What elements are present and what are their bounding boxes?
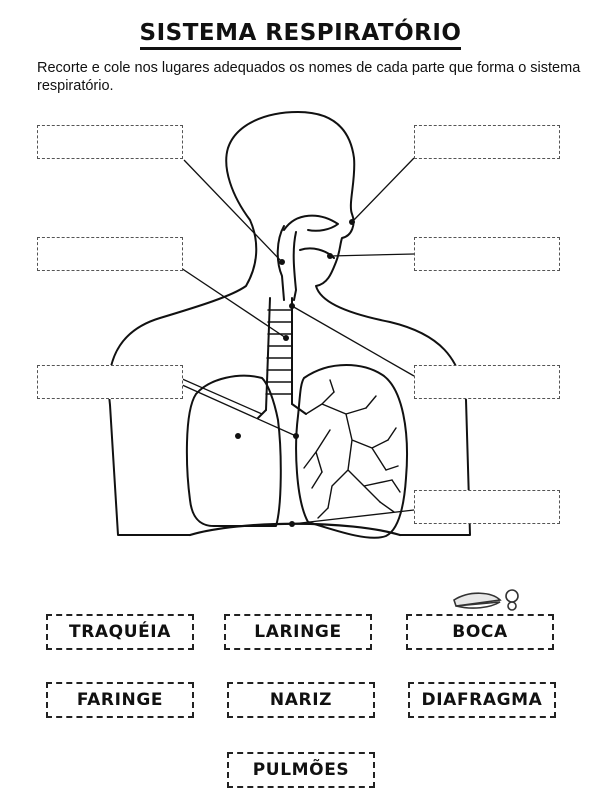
label-slot[interactable] xyxy=(414,365,560,399)
nose-cavity xyxy=(284,216,338,231)
label-slot[interactable] xyxy=(37,365,183,399)
label-slot[interactable] xyxy=(414,237,560,271)
label-slot[interactable] xyxy=(414,125,560,159)
cutout-boca[interactable]: BOCA xyxy=(406,614,554,650)
cutout-traqueia[interactable]: TRAQUÉIA xyxy=(46,614,194,650)
cutout-pulmoes[interactable]: PULMÕES xyxy=(227,752,375,788)
page-title: SISTEMA RESPIRATÓRIO xyxy=(0,20,601,46)
scissors-icon xyxy=(454,590,518,610)
instructions: Recorte e cole nos lugares adequados os nomes de cada parte que forma o sistema respiratório. xyxy=(37,60,581,94)
cutout-laringe[interactable]: LARINGE xyxy=(224,614,372,650)
cutout-nariz[interactable]: NARIZ xyxy=(227,682,375,718)
body-outline xyxy=(109,112,470,535)
cutout-diafragma[interactable]: DIAFRAGMA xyxy=(408,682,556,718)
cutout-faringe[interactable]: FARINGE xyxy=(46,682,194,718)
lung-right xyxy=(296,365,407,538)
label-slot[interactable] xyxy=(37,125,183,159)
label-slot[interactable] xyxy=(37,237,183,271)
label-slot[interactable] xyxy=(414,490,560,524)
